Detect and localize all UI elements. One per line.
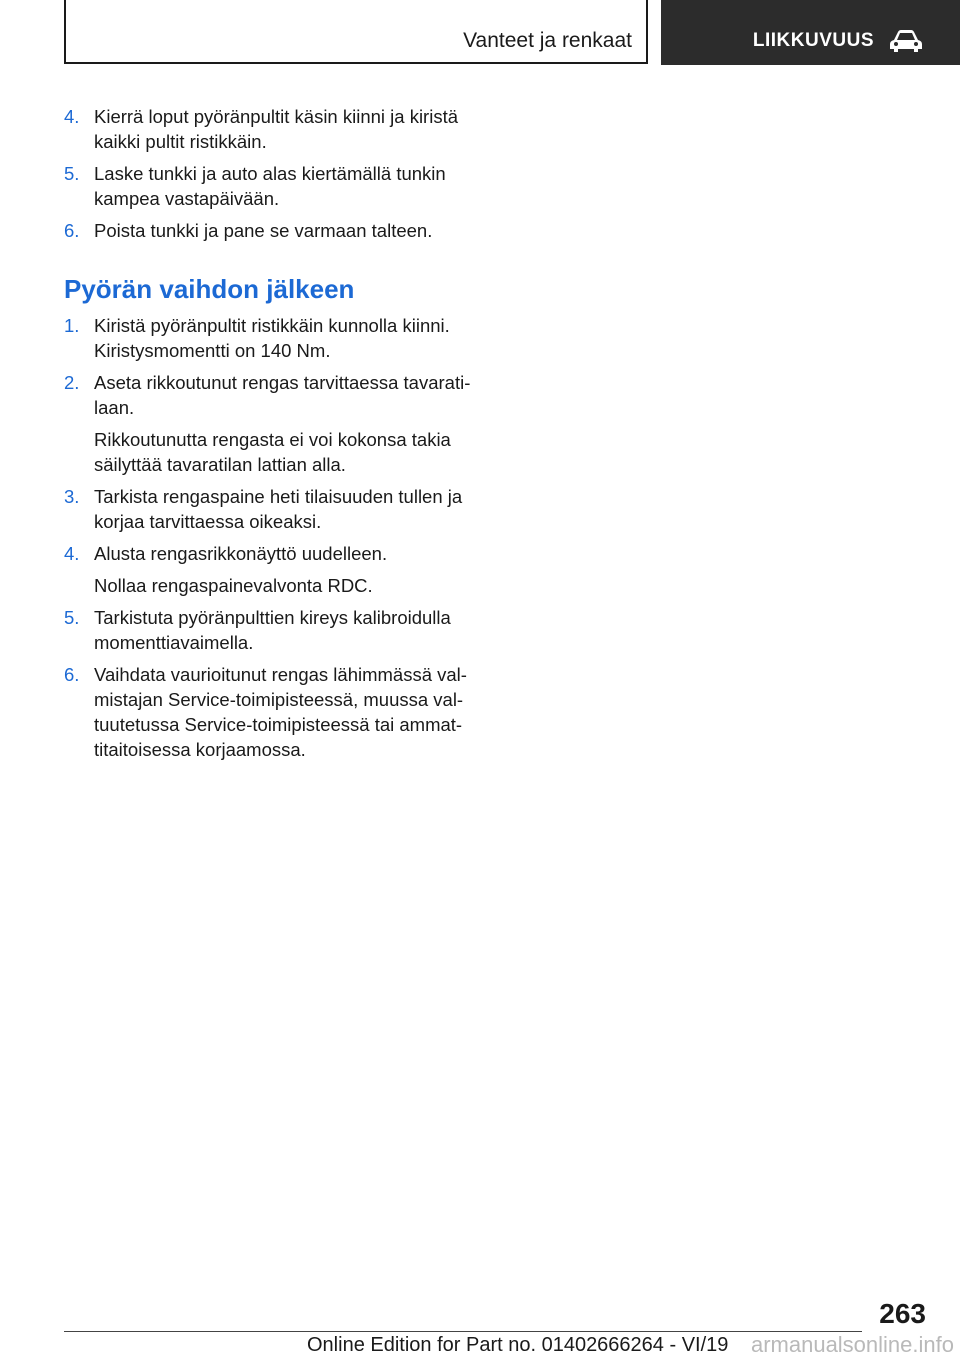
step-text-line: laan. xyxy=(94,397,135,418)
list-item xyxy=(64,605,484,655)
step-number: 2. xyxy=(64,372,80,393)
step-number: 4. xyxy=(64,106,80,127)
car-icon xyxy=(888,28,924,54)
step-text-line: Kiristä pyöränpultit ristikkäin kunnolla kiinni. xyxy=(94,315,450,336)
chapter-title: Vanteet ja renkaat xyxy=(463,29,632,52)
list-item xyxy=(64,541,484,566)
list-item xyxy=(64,161,484,211)
list-item xyxy=(64,484,484,534)
step-text-line: Laske tunkki ja auto alas kiertämällä tunkin xyxy=(94,163,446,184)
step-note xyxy=(64,427,484,477)
step-text-line: Tarkista rengaspaine heti tilaisuuden tullen ja xyxy=(94,486,463,507)
step-number: 3. xyxy=(64,486,80,507)
chapter-header xyxy=(64,0,648,64)
step-text-line: momenttiavaimella. xyxy=(94,632,254,653)
step-text-line: Tarkistuta pyöränpulttien kireys kalibroidulla xyxy=(94,607,451,628)
list-item xyxy=(64,662,484,762)
step-number: 5. xyxy=(64,607,80,628)
step-text-line: korjaa tarvittaessa oikeaksi. xyxy=(94,511,322,532)
list-item xyxy=(64,313,484,363)
step-number: 5. xyxy=(64,163,80,184)
step-text-line: Kierrä loput pyöränpultit käsin kiinni ja kiristä xyxy=(94,106,459,127)
steps-list-1 xyxy=(64,104,484,243)
step-number: 6. xyxy=(64,220,80,241)
step-text-line: kaikki pultit ristikkäin. xyxy=(94,131,267,152)
section-heading: Pyörän vaihdon jälkeen xyxy=(64,274,355,304)
step-text-line: Aseta rikkoutunut rengas tarvittaessa tavarati‐ xyxy=(94,372,471,393)
step-text-line: Alusta rengasrikkonäyttö uudelleen. xyxy=(94,543,388,564)
page-content xyxy=(64,104,484,769)
step-text-line: Kiristysmomentti on 140 Nm. xyxy=(94,340,331,361)
step-text-line: mistajan Service-toimipisteessä, muussa val‐ xyxy=(94,689,464,710)
page-number: 263 xyxy=(879,1298,926,1329)
list-item xyxy=(64,104,484,154)
step-text-line: Vaihdata vaurioitunut rengas lähimmässä val‐ xyxy=(94,664,467,685)
step-note xyxy=(64,573,484,598)
step-note-line: Nollaa rengaspainevalvonta RDC. xyxy=(94,575,373,596)
step-text-line: Poista tunkki ja pane se varmaan talteen. xyxy=(94,220,433,241)
edition-text: Online Edition for Part no. 01402666264 - VI/19 xyxy=(307,1334,729,1356)
step-text-line: tuutetussa Service-toimipisteessä tai ammat‐ xyxy=(94,714,463,735)
step-number: 4. xyxy=(64,543,80,564)
watermark-text: armanualsonline.info xyxy=(750,1332,954,1357)
list-item xyxy=(64,370,484,420)
list-item xyxy=(64,218,484,243)
footer-divider xyxy=(64,1331,862,1332)
step-note-line: Rikkoutunutta rengasta ei voi kokonsa takia xyxy=(94,429,451,450)
step-number: 6. xyxy=(64,664,80,685)
step-number: 1. xyxy=(64,315,80,336)
section-tab xyxy=(661,0,960,65)
step-text-line: kampea vastapäivään. xyxy=(94,188,280,209)
steps-list-2 xyxy=(64,313,484,762)
section-label: LIIKKUVUUS xyxy=(752,30,874,51)
step-text-line: titaitoisessa korjaamossa. xyxy=(94,739,306,760)
step-note-line: säilyttää tavaratilan lattian alla. xyxy=(94,454,346,475)
